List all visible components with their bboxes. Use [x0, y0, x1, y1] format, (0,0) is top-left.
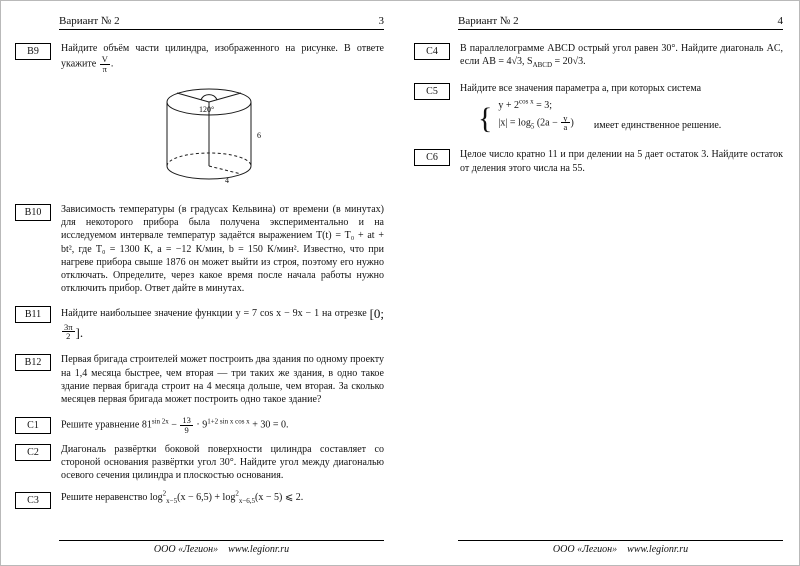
figure-height-label: 6: [256, 131, 261, 141]
c5-line1-b: = 3;: [533, 99, 553, 111]
b11-statement: Найдите наибольшее значение функции y = 7 cos x − 9x − 1 на отрезке: [61, 308, 367, 320]
page-4-footer: [458, 540, 783, 555]
c5-fraction-den: a: [563, 122, 568, 133]
c5-line1-exponent: cos x: [519, 97, 534, 106]
problem-b11-body: [61, 305, 384, 341]
c5-line2-a: |x| = log: [498, 117, 531, 129]
c1-fraction: [180, 416, 193, 435]
problem-b11: [15, 305, 384, 341]
problem-c5: [414, 82, 783, 136]
system-line-1: [498, 97, 573, 111]
problem-b12-body: [61, 353, 384, 406]
b9-period: .: [110, 58, 114, 70]
problem-label-b9: [15, 43, 51, 60]
figure-angle-label: 120°: [198, 105, 214, 115]
c3-arg-1: (x − 6,5) + log: [177, 491, 236, 503]
problem-label-text: С2: [27, 446, 39, 458]
c1-fraction-den: 9: [184, 425, 189, 436]
cylinder-figure-wrap: [61, 82, 384, 193]
page-number: 3: [378, 15, 384, 27]
c1-exponent-1: sin 2x: [151, 417, 169, 426]
c4-area-subscript: ABCD: [532, 61, 553, 70]
c3-base-1: x−5: [166, 496, 178, 505]
problem-b11-text: [61, 305, 384, 341]
b9-fraction-num: V: [101, 54, 108, 65]
c3-arg-2: (x − 5) ⩽ 2.: [255, 491, 304, 503]
c5-line2-b: (2a −: [534, 117, 561, 129]
c1-dot-nine: · 9: [193, 419, 208, 431]
problem-label-text: С1: [27, 420, 39, 432]
page-3-footer: [59, 540, 384, 555]
cylinder-figure: [143, 82, 303, 188]
problem-c1-text: [61, 416, 384, 435]
c5-log-base: 5: [530, 122, 535, 131]
system-lines: [498, 97, 574, 133]
problem-label-text: В12: [24, 357, 42, 369]
c5-line1-a: y + 2: [498, 99, 520, 111]
problem-c1-body: [61, 416, 384, 435]
c1-exponent-2: 1+2 sin x cos x: [207, 417, 250, 426]
problem-c4-body: [460, 42, 783, 68]
problem-c3-body: [61, 491, 384, 504]
problem-c1: [15, 416, 384, 435]
problem-label-c1: [15, 417, 51, 434]
c4-statement: В параллелограмме ABCD острый угол равен 30°. Найдите диагональ AC, если AB = 4√3, S: [460, 43, 783, 68]
c5-fraction-num: y: [563, 112, 568, 123]
publisher: ООО «Легион»: [153, 544, 219, 555]
problem-c2-body: [61, 443, 384, 483]
b9-fraction-den: π: [102, 64, 107, 75]
problem-c6-body: [460, 148, 783, 174]
problem-c6-text: Целое число кратно 11 и при делении на 5 дает остаток 3. Найдите остаток от деления этого числа на 55.: [460, 149, 783, 174]
b9-fraction: [100, 55, 110, 74]
variant-title: Вариант № 2: [59, 15, 120, 27]
problem-label-text: С3: [27, 494, 39, 506]
problem-label-text: С5: [426, 86, 438, 98]
page-4: [400, 1, 799, 565]
problem-label-c3: [15, 492, 51, 509]
problem-c6: [414, 148, 783, 174]
problem-label-text: С4: [426, 46, 438, 57]
c1-minus: −: [168, 419, 180, 431]
c1-tail: + 30 = 0.: [249, 419, 289, 431]
b11-interval-close: ].: [75, 324, 84, 340]
page-3-header: [59, 15, 384, 30]
problem-label-text: В10: [24, 207, 42, 219]
problem-label-text: В11: [24, 309, 42, 321]
problem-c3-text: [61, 491, 384, 504]
page-4-problems: [414, 42, 783, 175]
system-line-2: [498, 114, 573, 133]
c1-lead: Решите уравнение 81: [61, 419, 152, 431]
b11-fraction-num: 3π: [64, 321, 73, 332]
problem-c2: [15, 443, 384, 483]
b11-fraction: [62, 323, 75, 342]
publisher: ООО «Легион»: [552, 544, 618, 555]
c3-base-2: x−6,5: [238, 496, 256, 505]
problem-label-b10: [15, 204, 51, 221]
problem-label-c6: [414, 149, 450, 166]
problem-c5-body: [460, 82, 783, 136]
b11-fraction-den: 2: [66, 331, 71, 342]
problem-b10: [15, 203, 384, 295]
problem-c4: [414, 42, 783, 68]
c5-lead: Найдите все значения параметра a, при которых система: [460, 83, 702, 95]
c5-line2-c: ): [570, 117, 574, 129]
c5-equation-system: [478, 97, 783, 136]
publisher-url: www.legionr.ru: [627, 544, 689, 555]
c3-lead: Решите неравенство log: [61, 491, 163, 503]
c3-square-2: 2: [235, 489, 239, 498]
problem-label-b12: [15, 354, 51, 371]
problem-label-b11: [15, 306, 51, 323]
page-3-problems: [15, 42, 384, 509]
c3-square-1: 2: [162, 489, 167, 498]
problem-b10-body: [61, 203, 384, 295]
c5-fraction: [561, 114, 569, 133]
problem-b12: [15, 353, 384, 406]
problem-b12-text: Первая бригада строителей может построить два здания по одному проекту на 1,4 месяца быстрее, чем вторая — три таких же здания, в одно такое здание первая бригада строит на 4 месяца дольше, чем вторая. За сколько месяцев первая бригада может построить одно такое здание?: [61, 354, 384, 405]
variant-title: Вариант № 2: [458, 15, 519, 27]
problem-c3: [15, 491, 384, 509]
problem-b9-text: [61, 42, 384, 74]
page-number: 4: [777, 15, 783, 27]
publisher-url: www.legionr.ru: [228, 544, 290, 555]
problem-label-c5: [414, 83, 450, 100]
problem-b10-text: Зависимость температуры (в градусах Кельвина) от времени (в минутах) для некоторого прибора была получена экспериментально и на исследуемом интервале температур задаётся выражением T(t) = T₀ + at + bt², где T₀ = 1300 К, a = −12 К/мин, b = 150 К/мин². Известно, что при нагреве прибора свыше 1876 он может выйти из строя, поэтому его нужно отключать. Определите, через какое время после начала работы нужно отключить прибор. Ответ дайте в минутах.: [61, 204, 384, 295]
page-4-header: [458, 15, 783, 30]
problem-label-text: В9: [27, 46, 39, 57]
problem-label-c2: [15, 444, 51, 461]
figure-radius-label: 4: [224, 176, 229, 186]
c1-fraction-num: 13: [182, 415, 191, 426]
c4-tail: = 20√3.: [552, 56, 586, 68]
problem-b9-body: [61, 42, 384, 195]
page-3: [1, 1, 400, 565]
problem-c4-text: [460, 42, 783, 68]
system-brace: {: [478, 102, 493, 136]
problem-label-text: С6: [426, 152, 438, 164]
problem-label-c4: [414, 43, 450, 60]
b11-interval-open: [0;: [369, 306, 385, 322]
problem-b9: [15, 42, 384, 195]
c5-tail: имеет единственное решение.: [593, 120, 722, 132]
problem-c2-text: Диагональ развёртки боковой поверхности цилиндра составляет со стороной основания развёртки угол 30°. Найдите угол между диагональю осевого сечения цилиндра и плоскостью основания.: [61, 443, 384, 482]
b9-statement: Найдите объём части цилиндра, изображенного на рисунке. В ответе укажите: [61, 43, 384, 70]
